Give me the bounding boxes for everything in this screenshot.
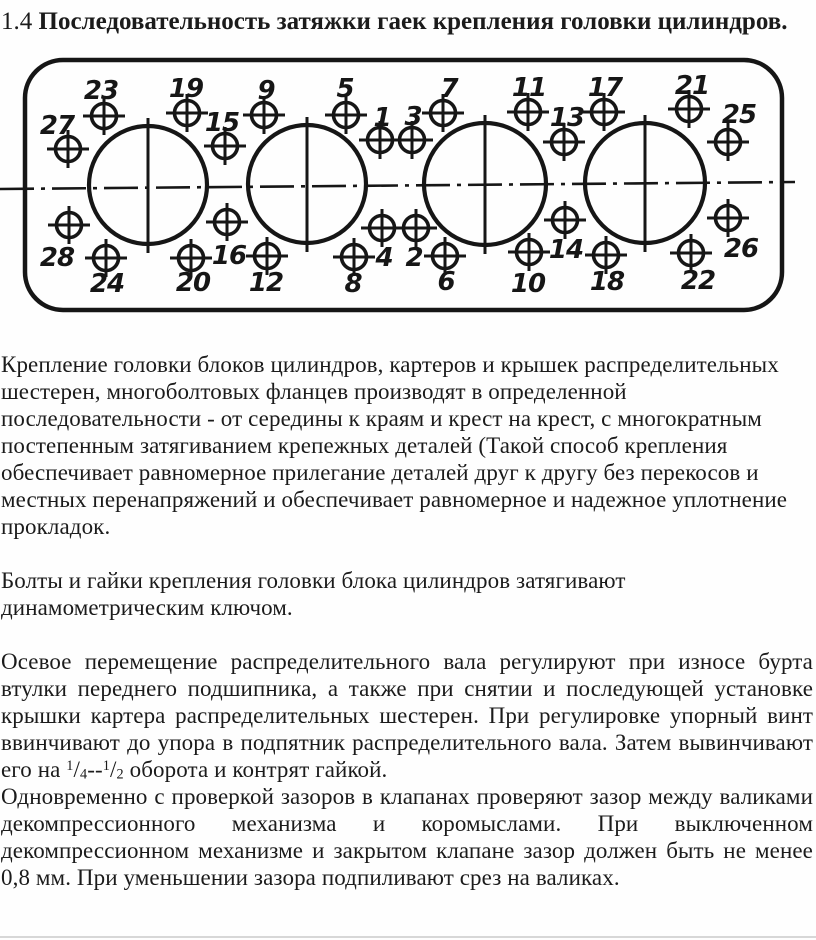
bolt-number: 26 (723, 234, 759, 264)
bolt-number: 28 (39, 243, 75, 273)
bolt-number: 8 (344, 269, 362, 299)
text-fragment: / (110, 757, 117, 782)
bolt-28 (40, 206, 90, 273)
tightening-sequence-diagram (0, 50, 816, 328)
bolt-number: 12 (248, 268, 284, 298)
bolt-number: 22 (680, 266, 716, 296)
bolt-number: 19 (168, 74, 204, 104)
bolt-number: 5 (336, 74, 354, 104)
horizontal-centerline (0, 182, 795, 189)
bolt-4 (361, 209, 403, 273)
bolt-number: 18 (589, 267, 625, 297)
bolt-14 (544, 201, 586, 265)
text-line: постепенным затягиванием крепежных деталей (Такой способ крепления (1, 433, 728, 458)
bolt-number: 16 (211, 241, 247, 271)
bolt-12 (246, 237, 288, 298)
bolt-8 (333, 238, 375, 299)
bolt-number: 11 (511, 73, 547, 103)
bolt-number: 25 (721, 100, 757, 130)
bolt-number: 20 (175, 268, 211, 298)
bolt-22 (670, 234, 715, 296)
text-line: Одновременно с проверкой зазоров в клапанах проверяют зазор между валиками (1, 784, 813, 809)
bolt-10 (508, 233, 550, 299)
bolt-number: 6 (437, 267, 455, 297)
section-heading: Последовательность затяжки гаек крепления головки цилиндров. (38, 8, 788, 35)
bolt-13 (543, 103, 585, 161)
bolt-20 (170, 239, 212, 298)
bolt-number: 2 (405, 243, 423, 273)
bolt-number: 13 (549, 103, 585, 133)
head-plate-outline (25, 60, 782, 310)
bolt-17 (583, 73, 625, 131)
text-line: прокладок. (1, 514, 111, 539)
bolt-number: 23 (83, 76, 119, 106)
text-fragment: его на (1, 757, 67, 782)
bolt-number: 21 (674, 71, 710, 101)
text-line: декомпрессионного механизма и коромыслами. При выключенном (1, 811, 813, 836)
text-line: местных перенапряжений и обеспечивает равномерное и надежное уплотнение (1, 487, 788, 512)
bolt-11 (507, 73, 549, 131)
bolt-24 (85, 239, 127, 299)
section-number: 1.4 (1, 8, 33, 35)
bolt-25 (707, 100, 756, 161)
text-line: Болты и гайки крепления головки блока цилиндров затягивают (1, 568, 626, 593)
bolt-18 (585, 236, 627, 297)
bolt-6 (424, 237, 466, 297)
bolt-number: 24 (89, 269, 125, 299)
bolt-number: 27 (39, 111, 75, 141)
bolt-16 (206, 203, 248, 271)
bolt-27 (40, 111, 89, 168)
bolt-23 (83, 76, 125, 135)
fraction-sub: 2 (116, 766, 124, 783)
page-bottom-rule (0, 936, 816, 938)
bolt-7 (422, 74, 464, 132)
text-line: обеспечивает равномерное прилегание деталей друг к другу без перекосов и (1, 460, 759, 485)
bolt-number: 15 (204, 108, 240, 138)
fraction-sub: 4 (80, 766, 88, 783)
bolt-2 (395, 209, 437, 273)
bolt-9 (243, 76, 285, 134)
cylinder-bore (248, 117, 366, 252)
text-fragment: оборота и контрят гайкой. (123, 757, 388, 782)
text-line: декомпрессионном механизме и закрытом клапане зазор должен быть не менее (1, 838, 813, 863)
text-line: динамометрическим ключом. (1, 595, 293, 620)
fraction-sup: 1 (66, 757, 74, 774)
paragraph (1, 351, 813, 540)
bolt-5 (325, 74, 367, 134)
bolt-15 (204, 108, 246, 165)
bolt-number: 3 (404, 102, 422, 132)
paragraph (1, 648, 813, 783)
bolt-3 (391, 102, 433, 159)
text-fragment: / (73, 757, 81, 782)
bolt-1 (359, 103, 401, 159)
text-line: втулки переднего подшипника, а также при снятии и последующей установке (1, 676, 813, 701)
text-fragment: -- (87, 757, 103, 782)
text-line: Осевое перемещение распределительного вала регулируют при износе бурта (1, 649, 813, 674)
bolt-number: 1 (373, 103, 391, 133)
bolt-number: 17 (587, 73, 623, 103)
bolt-number: 4 (375, 243, 393, 273)
bolt-number: 7 (440, 74, 458, 104)
text-line (1, 756, 813, 783)
bolt-26 (707, 199, 759, 264)
page-title (1, 5, 813, 39)
body-text (1, 351, 813, 891)
text-line: Крепление головки блоков цилиндров, картеров и крышек распределительных (1, 352, 779, 377)
text-line: последовательности - от середины к краям и крест на крест, с многократным (1, 406, 762, 431)
bolt-19 (166, 74, 208, 132)
fraction-sup: 1 (102, 757, 111, 774)
paragraph (1, 567, 813, 621)
paragraph (1, 783, 813, 891)
bolt-number: 10 (510, 269, 546, 299)
text-line: шестерен, многоболтовых фланцев производят в определенной (1, 379, 627, 404)
text-line: ввинчивают до упора в подпятник распределительного вала. Затем вывинчивают (1, 730, 813, 755)
text-line: 0,8 мм. При уменьшении зазора подпиливают срез на валиках. (1, 865, 620, 890)
bolt-21 (668, 71, 710, 128)
cylinder-bore (89, 118, 207, 253)
bolt-number: 9 (257, 76, 275, 106)
bolt-number: 14 (548, 235, 584, 265)
text-line: крышки картера распределительных шестерен. При регулировке упорный винт (1, 703, 813, 728)
